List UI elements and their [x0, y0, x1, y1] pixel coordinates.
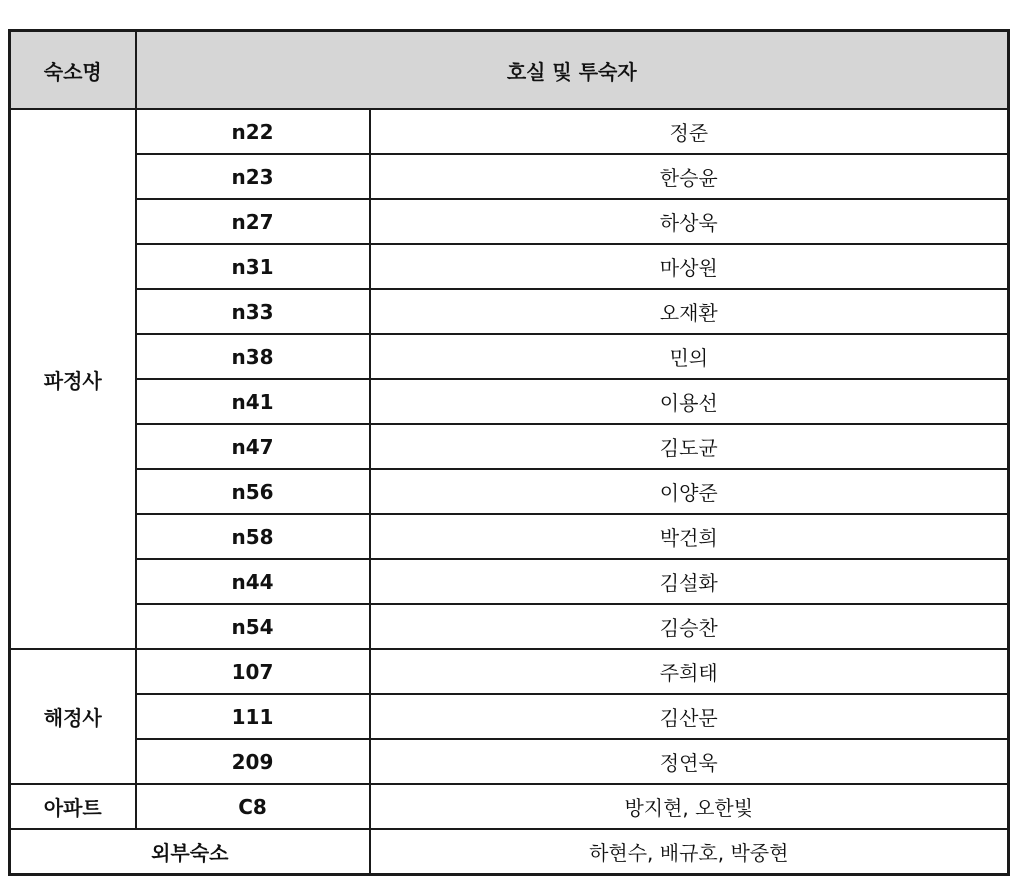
room-number-cell: n47	[136, 424, 370, 469]
table-row	[10, 244, 1009, 289]
guest-cell: 오재환	[370, 289, 1009, 334]
guest-cell: 방지현, 오한빛	[370, 784, 1009, 829]
room-number-cell: n33	[136, 289, 370, 334]
table-row	[10, 784, 1009, 829]
room-number-cell: n58	[136, 514, 370, 559]
room-number-cell: n23	[136, 154, 370, 199]
lodging-name-cell: 해정사	[10, 649, 136, 784]
guest-cell: 김도균	[370, 424, 1009, 469]
room-number-cell: n38	[136, 334, 370, 379]
table-row	[10, 469, 1009, 514]
guest-cell: 김산문	[370, 694, 1009, 739]
external-lodging-cell: 외부숙소	[10, 829, 370, 875]
table-row	[10, 514, 1009, 559]
room-number-cell: C8	[136, 784, 370, 829]
guest-cell: 하현수, 배규호, 박중현	[370, 829, 1009, 875]
header-row	[10, 31, 1009, 110]
table-row	[10, 559, 1009, 604]
guest-cell: 주희태	[370, 649, 1009, 694]
room-number-cell: n54	[136, 604, 370, 649]
guest-cell: 하상욱	[370, 199, 1009, 244]
lodging-name-cell: 아파트	[10, 784, 136, 829]
room-number-cell: 111	[136, 694, 370, 739]
guest-cell: 김설화	[370, 559, 1009, 604]
table-row	[10, 334, 1009, 379]
guest-cell: 한승윤	[370, 154, 1009, 199]
header-lodging-name: 숙소명	[10, 31, 136, 110]
room-number-cell: n27	[136, 199, 370, 244]
room-number-cell: n31	[136, 244, 370, 289]
table-row	[10, 424, 1009, 469]
guest-cell: 마상원	[370, 244, 1009, 289]
table-row	[10, 829, 1009, 875]
table-row	[10, 694, 1009, 739]
guest-cell: 김승찬	[370, 604, 1009, 649]
guest-cell: 박건희	[370, 514, 1009, 559]
lodging-name-cell: 파정사	[10, 109, 136, 649]
guest-cell: 정준	[370, 109, 1009, 154]
room-number-cell: 209	[136, 739, 370, 784]
room-number-cell: 107	[136, 649, 370, 694]
table-row	[10, 109, 1009, 154]
guest-cell: 이용선	[370, 379, 1009, 424]
table-row	[10, 199, 1009, 244]
guest-cell: 민의	[370, 334, 1009, 379]
guest-cell: 이양준	[370, 469, 1009, 514]
header-room-and-guests: 호실 및 투숙자	[136, 31, 1009, 110]
guest-cell: 정연욱	[370, 739, 1009, 784]
table-row	[10, 739, 1009, 784]
room-number-cell: n22	[136, 109, 370, 154]
room-number-cell: n41	[136, 379, 370, 424]
table-row	[10, 154, 1009, 199]
lodging-table	[8, 29, 1010, 876]
room-number-cell: n56	[136, 469, 370, 514]
room-number-cell: n44	[136, 559, 370, 604]
table-row	[10, 379, 1009, 424]
table-row	[10, 289, 1009, 334]
table-row	[10, 649, 1009, 694]
table-row	[10, 604, 1009, 649]
